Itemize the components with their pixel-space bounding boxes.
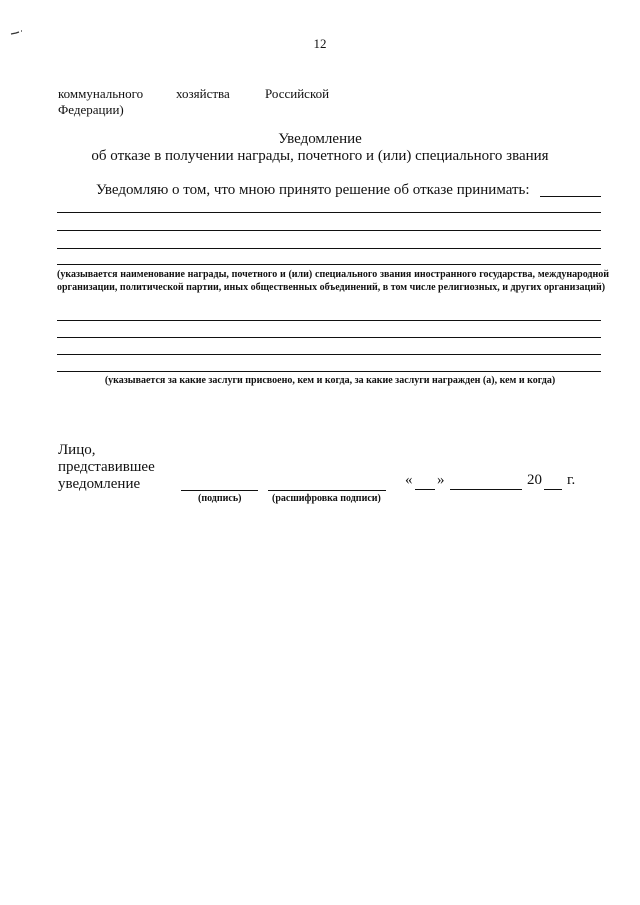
date-year-suffix: г. [567,472,576,488]
header-word-1: коммунального [58,86,144,101]
award-fill-line[interactable] [57,212,601,213]
merits-note: (указывается за какие заслуги присвоено, кем и когда, за какие заслуги награжден (а), кем и когда) [104,375,556,386]
merits-fill-line[interactable] [57,371,601,372]
person-line-2: представившее [58,459,155,475]
signature-caption: (подпись) [198,493,242,504]
date-year-line[interactable] [544,489,562,490]
person-label [58,442,155,493]
signature-decoding-caption: (расшифровка подписи) [272,493,381,504]
person-line-3: уведомление [58,476,141,492]
award-note: (указывается наименование награды, почетного и (или) специального звания иностранного государства, международной организации, политической партии, иных общественных объединений, в том числе религиозных, и других организаций) [57,269,609,293]
signature-line[interactable] [181,490,258,491]
signature-decoding-line[interactable] [268,490,386,491]
date-open-quote: « [405,472,413,488]
award-fill-line[interactable] [57,230,601,231]
statement-text: Уведомляю о том, что мною принято решение об отказе принимать: [96,182,530,198]
document-subtitle: об отказе в получении награды, почетного и (или) специального звания [91,148,549,164]
date-close-quote: » [437,472,445,488]
page-number: 12 [313,36,327,51]
statement-blank-line[interactable] [540,196,601,197]
header-word-3: Российской [265,86,330,101]
person-line-1: Лицо, [58,442,96,458]
merits-fill-line[interactable] [57,354,601,355]
date-day-line[interactable] [415,489,435,490]
merits-fill-line[interactable] [57,320,601,321]
award-fill-line[interactable] [57,248,601,249]
document-title: Уведомление [278,131,362,147]
date-month-line[interactable] [450,489,522,490]
header-line-2: Федерации) [58,102,124,117]
header-word-2: хозяйства [176,86,230,101]
date-year-prefix: 20 [527,472,542,488]
merits-fill-line[interactable] [57,337,601,338]
award-fill-line[interactable] [57,264,601,265]
